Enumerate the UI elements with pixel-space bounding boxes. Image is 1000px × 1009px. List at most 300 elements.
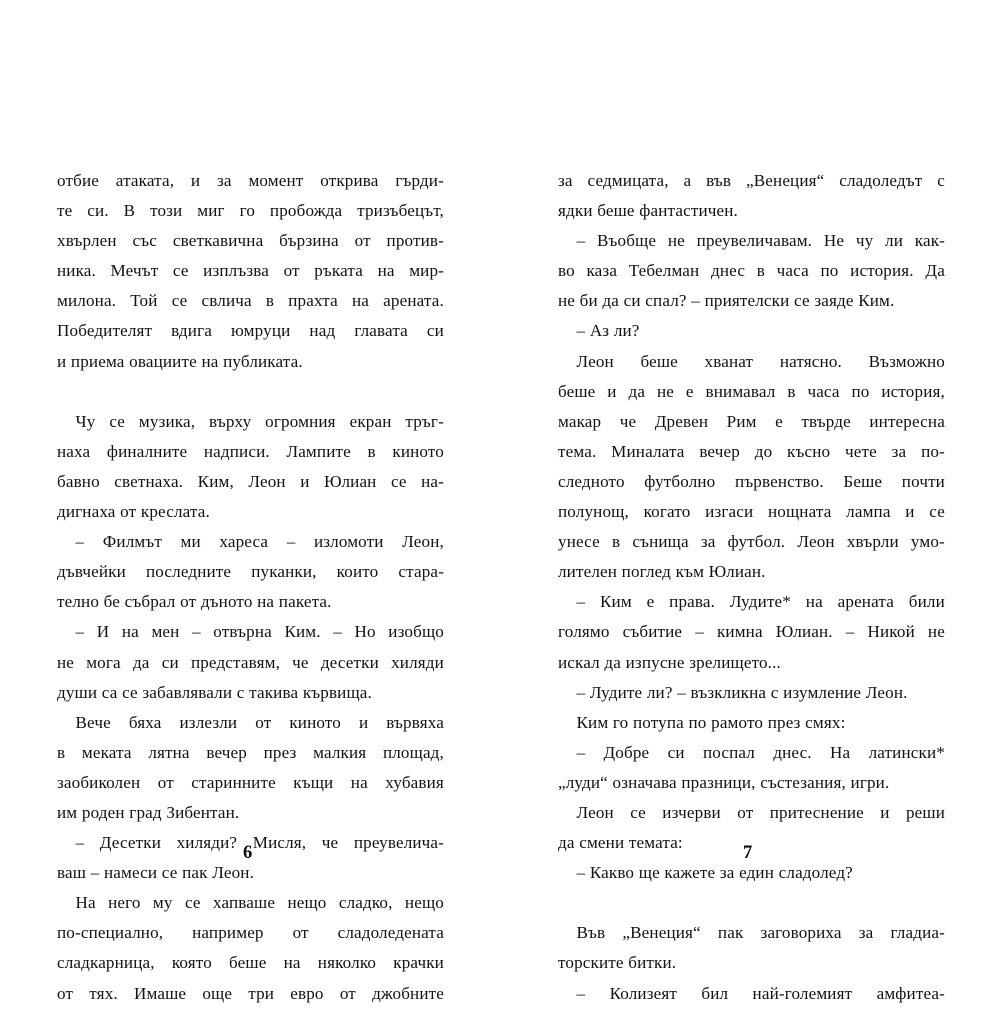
word: прахта bbox=[288, 291, 338, 311]
word: се bbox=[109, 411, 126, 431]
word: последните bbox=[146, 562, 232, 582]
word: кимна bbox=[716, 622, 763, 642]
word: латински* bbox=[868, 742, 945, 762]
text-line bbox=[57, 648, 444, 678]
word: Леон bbox=[558, 351, 614, 371]
word: лятна bbox=[148, 742, 190, 762]
word: история, bbox=[881, 381, 945, 401]
word: се bbox=[390, 471, 407, 491]
paragraph bbox=[558, 918, 945, 978]
word: в bbox=[787, 381, 796, 401]
word: днес. bbox=[773, 742, 812, 762]
word: – bbox=[192, 622, 201, 642]
word: те bbox=[57, 201, 73, 221]
word: че bbox=[292, 652, 309, 672]
word: от bbox=[339, 983, 356, 1003]
word: до bbox=[754, 441, 773, 461]
word: отбие bbox=[57, 171, 99, 190]
word: този bbox=[150, 201, 183, 221]
word: мен bbox=[151, 622, 180, 642]
word: не bbox=[57, 652, 75, 672]
word: първенство. bbox=[735, 471, 824, 491]
word: Победителят bbox=[57, 321, 153, 341]
word: гладиа- bbox=[890, 923, 945, 943]
word: надписи. bbox=[203, 441, 270, 461]
text-line bbox=[57, 979, 444, 1009]
word: се bbox=[630, 802, 646, 822]
paragraph bbox=[558, 347, 945, 588]
word: го bbox=[239, 201, 256, 221]
word: тризъбецът, bbox=[357, 201, 444, 221]
word: Леон bbox=[797, 532, 835, 552]
word: по- bbox=[921, 441, 945, 461]
word: ника. bbox=[57, 261, 96, 281]
word: бяха bbox=[128, 712, 162, 732]
word: макар bbox=[558, 411, 602, 431]
word: против- bbox=[386, 231, 444, 251]
word: чете bbox=[845, 441, 877, 461]
word: още bbox=[202, 983, 233, 1003]
word: евро bbox=[290, 983, 324, 1003]
word: с bbox=[937, 171, 945, 190]
word: хапваше bbox=[213, 893, 276, 913]
word: по bbox=[820, 261, 839, 281]
word: – bbox=[333, 622, 342, 642]
word: Десетки bbox=[99, 833, 162, 853]
paragraph bbox=[57, 407, 444, 527]
text-line bbox=[57, 557, 444, 587]
text-line: лителен поглед към Юлиан. bbox=[558, 562, 766, 582]
word: а bbox=[683, 171, 692, 190]
word: си bbox=[426, 321, 444, 341]
text-line bbox=[57, 316, 444, 346]
word: Юлиан bbox=[323, 471, 377, 491]
word: – bbox=[57, 532, 85, 552]
word: изплъзва bbox=[203, 261, 269, 281]
word: Той bbox=[130, 291, 158, 311]
word: во bbox=[558, 261, 575, 281]
word: му bbox=[152, 893, 173, 913]
word: – bbox=[695, 622, 704, 642]
word: в bbox=[57, 742, 66, 762]
text-line bbox=[57, 226, 444, 256]
word: представям, bbox=[190, 652, 280, 672]
word: Мисля, bbox=[252, 833, 307, 853]
word: амфитеа- bbox=[876, 983, 945, 1003]
word: огромния bbox=[265, 411, 336, 431]
page-number-right: 7 bbox=[743, 843, 753, 863]
word: история. bbox=[850, 261, 914, 281]
word: мога bbox=[86, 652, 121, 672]
text-line: ядки беше фантастичен. bbox=[558, 201, 738, 221]
word: Беше bbox=[843, 471, 883, 491]
page-right bbox=[500, 0, 1000, 1003]
word: отвърна bbox=[213, 622, 272, 642]
word: Филмът bbox=[102, 532, 162, 552]
word: събитие bbox=[622, 622, 683, 642]
word: за bbox=[558, 171, 573, 190]
word: да bbox=[132, 652, 150, 672]
paragraph bbox=[57, 617, 444, 707]
word: главата bbox=[354, 321, 408, 341]
word: каза bbox=[586, 261, 618, 281]
text-line bbox=[57, 617, 444, 647]
word: изломоти bbox=[313, 532, 384, 552]
word: и bbox=[358, 712, 369, 732]
word: Ким bbox=[600, 592, 632, 612]
word: хубавия bbox=[385, 772, 444, 792]
word: седмицата, bbox=[587, 171, 669, 190]
word: ръката bbox=[314, 261, 363, 281]
word: Добре bbox=[603, 742, 650, 762]
word: бързина bbox=[279, 231, 339, 251]
word: и bbox=[190, 171, 201, 190]
word: наха bbox=[57, 441, 91, 461]
left-page-textblock bbox=[57, 166, 444, 1009]
word: излезли bbox=[179, 712, 238, 732]
word: киното bbox=[392, 441, 444, 461]
text-line bbox=[57, 166, 444, 196]
text-line: дигнаха от креслата. bbox=[57, 502, 210, 522]
word: площад, bbox=[382, 742, 444, 762]
word: за bbox=[891, 441, 907, 461]
text-line bbox=[57, 467, 444, 497]
text-line bbox=[57, 407, 444, 437]
text-line bbox=[57, 768, 444, 798]
word: Леон bbox=[558, 802, 614, 822]
word: е bbox=[685, 381, 694, 401]
word: се bbox=[172, 261, 189, 281]
text-line bbox=[57, 948, 444, 978]
word: хвърли bbox=[846, 532, 899, 552]
word: поспал bbox=[702, 742, 755, 762]
word: – bbox=[57, 833, 85, 853]
text-line: ваш – намеси се пак Леон. bbox=[57, 863, 255, 883]
word: нощната bbox=[767, 502, 832, 522]
word: сладкарница, bbox=[57, 953, 155, 973]
word: Да bbox=[925, 261, 945, 281]
word: беше bbox=[558, 381, 596, 401]
word: три bbox=[248, 983, 275, 1003]
word: днес bbox=[711, 261, 746, 281]
word: полунощ, bbox=[558, 502, 629, 522]
word: Леон, bbox=[402, 532, 444, 552]
word: музика, bbox=[138, 411, 196, 431]
paragraph bbox=[558, 166, 945, 226]
word: от bbox=[255, 712, 272, 732]
word: в bbox=[611, 532, 621, 552]
text-line bbox=[558, 407, 945, 437]
word: финалните bbox=[106, 441, 188, 461]
word: от bbox=[57, 983, 74, 1003]
word: си bbox=[667, 742, 685, 762]
word: на bbox=[283, 953, 301, 973]
text-line bbox=[57, 256, 444, 286]
word: хванат bbox=[704, 351, 754, 371]
word: открива bbox=[320, 171, 379, 190]
word: преувеличавам. bbox=[696, 231, 813, 251]
word: беше bbox=[640, 351, 678, 371]
word: вървяха bbox=[386, 712, 444, 732]
word: най-големият bbox=[752, 983, 853, 1003]
word: „Венеция“ bbox=[622, 923, 701, 943]
word: в bbox=[367, 441, 376, 461]
word: със bbox=[132, 231, 157, 251]
word: от bbox=[292, 923, 309, 943]
word: която bbox=[171, 953, 212, 973]
word: него bbox=[108, 893, 141, 913]
text-line: и приема овациите на публиката. bbox=[57, 351, 303, 371]
word: сладоледената bbox=[337, 923, 444, 943]
word: изобщо bbox=[388, 622, 444, 642]
word: – bbox=[558, 742, 586, 762]
word: нещо bbox=[404, 893, 444, 913]
text-line bbox=[558, 918, 945, 948]
word: че bbox=[321, 833, 339, 853]
word: милона. bbox=[57, 291, 117, 311]
word: от bbox=[157, 772, 174, 792]
word: твърде bbox=[801, 411, 851, 431]
word: си bbox=[161, 652, 179, 672]
word: футбол. bbox=[727, 532, 786, 552]
word: Вече bbox=[57, 712, 111, 732]
word: за bbox=[217, 171, 232, 190]
word: в bbox=[756, 261, 765, 281]
paragraph bbox=[57, 888, 444, 1008]
word: които bbox=[336, 562, 379, 582]
word: – bbox=[558, 592, 586, 612]
text-line bbox=[558, 377, 945, 407]
word: сънища bbox=[632, 532, 689, 552]
word: на bbox=[805, 592, 823, 612]
word: арената. bbox=[383, 291, 444, 311]
word: момент bbox=[248, 171, 304, 190]
text-line bbox=[558, 527, 945, 557]
word: голямо bbox=[558, 622, 610, 642]
page-left bbox=[0, 0, 500, 1003]
word: хареса bbox=[219, 532, 269, 552]
text-line: – Аз ли? bbox=[558, 321, 640, 341]
paragraph bbox=[57, 708, 444, 828]
word: да bbox=[628, 381, 646, 401]
word: десетки bbox=[320, 652, 379, 672]
word: меката bbox=[81, 742, 132, 762]
word: Въобще bbox=[596, 231, 657, 251]
paragraph bbox=[558, 316, 945, 346]
text-line bbox=[558, 798, 945, 828]
text-line bbox=[558, 166, 945, 196]
word: Юлиан. bbox=[775, 622, 833, 642]
word: киното bbox=[289, 712, 341, 732]
paragraph bbox=[558, 226, 945, 316]
word: часа bbox=[807, 381, 840, 401]
text-line bbox=[57, 196, 444, 226]
word: Леон bbox=[248, 471, 286, 491]
text-line bbox=[558, 347, 945, 377]
text-line: искал да изпусне зрелището... bbox=[558, 652, 781, 672]
text-line bbox=[558, 497, 945, 527]
word: били bbox=[908, 592, 945, 612]
word: следното bbox=[558, 471, 625, 491]
word: от bbox=[283, 261, 300, 281]
word: джобните bbox=[372, 983, 444, 1003]
word: дъвчейки bbox=[57, 562, 126, 582]
word: арената bbox=[837, 592, 894, 612]
word: права. bbox=[669, 592, 716, 612]
paragraph bbox=[558, 678, 945, 708]
word: „Венеция“ bbox=[746, 171, 825, 190]
word: Във bbox=[558, 923, 606, 943]
text-line bbox=[558, 979, 945, 1009]
word: заобиколен bbox=[57, 772, 141, 792]
word: светнаха. bbox=[114, 471, 184, 491]
word: внимавал bbox=[705, 381, 776, 401]
word: и bbox=[300, 471, 310, 491]
word: часа bbox=[776, 261, 809, 281]
word: нещо bbox=[287, 893, 327, 913]
word: И bbox=[96, 622, 110, 642]
word: миг bbox=[197, 201, 225, 221]
word: Лудите* bbox=[729, 592, 791, 612]
text-line: души са се забавлявали с такива кървища. bbox=[57, 682, 372, 702]
paragraph bbox=[558, 587, 945, 677]
word: Рим bbox=[726, 411, 757, 431]
word: вдига bbox=[171, 321, 212, 341]
word: интересна bbox=[869, 411, 945, 431]
word: и bbox=[905, 502, 915, 522]
word: Никой bbox=[867, 622, 915, 642]
paragraph-gap bbox=[57, 377, 444, 407]
text-line bbox=[57, 437, 444, 467]
paragraph-gap bbox=[558, 888, 945, 918]
text-line: Ким го потупа по рамото през смях: bbox=[558, 712, 846, 732]
word: малкия bbox=[313, 742, 367, 762]
paragraph bbox=[558, 738, 945, 798]
word: хвърлен bbox=[57, 231, 117, 251]
word: е bbox=[775, 411, 783, 431]
text-line bbox=[57, 918, 444, 948]
word: Възможно bbox=[868, 351, 945, 371]
word: на bbox=[351, 291, 370, 311]
word: не bbox=[927, 622, 945, 642]
word: пуканки, bbox=[251, 562, 317, 582]
word: старинните bbox=[191, 772, 276, 792]
word: – bbox=[558, 983, 586, 1003]
word: Тебелман bbox=[628, 261, 700, 281]
word: Ким, bbox=[197, 471, 234, 491]
word: заговориха bbox=[760, 923, 842, 943]
word: изгаси bbox=[705, 502, 754, 522]
word: пак bbox=[717, 923, 744, 943]
word: преувелича- bbox=[353, 833, 444, 853]
word: Миналата bbox=[611, 441, 685, 461]
word: Чу bbox=[57, 411, 96, 431]
word: и bbox=[880, 802, 890, 822]
text-line bbox=[558, 617, 945, 647]
text-line: да смени темата: bbox=[558, 833, 683, 853]
text-line: – Какво ще кажете за един сладолед? bbox=[558, 863, 853, 883]
word: сладко, bbox=[338, 893, 393, 913]
text-line bbox=[558, 437, 945, 467]
word: е bbox=[646, 592, 655, 612]
word: лампа bbox=[846, 502, 891, 522]
text-line bbox=[57, 708, 444, 738]
word: на bbox=[377, 261, 395, 281]
word: ли bbox=[885, 231, 904, 251]
word: от bbox=[737, 802, 754, 822]
word: беше bbox=[229, 953, 267, 973]
text-line bbox=[558, 587, 945, 617]
word: не bbox=[656, 381, 674, 401]
word: и bbox=[607, 381, 617, 401]
word: атаката, bbox=[115, 171, 175, 190]
word: унесе bbox=[558, 532, 600, 552]
right-page-textblock bbox=[558, 166, 945, 1009]
word: не bbox=[667, 231, 685, 251]
word: Колизеят bbox=[609, 983, 677, 1003]
word: свлича bbox=[201, 291, 252, 311]
text-line bbox=[57, 286, 444, 316]
word: за bbox=[858, 923, 874, 943]
word: по bbox=[851, 381, 870, 401]
word: тръг- bbox=[405, 411, 444, 431]
word: във bbox=[706, 171, 732, 190]
text-line: телно бе събрал от дъното на пакета. bbox=[57, 592, 332, 612]
word: вечер bbox=[206, 742, 247, 762]
word: – bbox=[845, 622, 855, 642]
word: Но bbox=[354, 622, 376, 642]
word: Лампите bbox=[286, 441, 351, 461]
word: няколко bbox=[317, 953, 377, 973]
word: по-специално, bbox=[57, 923, 164, 943]
word: натясно. bbox=[779, 351, 842, 371]
text-line bbox=[558, 226, 945, 256]
word: чу bbox=[855, 231, 874, 251]
paragraph bbox=[57, 527, 444, 617]
word: че bbox=[619, 411, 637, 431]
word: – bbox=[558, 231, 586, 251]
word: хиляди bbox=[391, 652, 444, 672]
word: притеснение bbox=[769, 802, 864, 822]
text-line: – Лудите ли? – възкликна с изумление Леон. bbox=[558, 682, 908, 702]
word: реши bbox=[905, 802, 945, 822]
word: се bbox=[171, 291, 188, 311]
word: бил bbox=[701, 983, 729, 1003]
paragraph bbox=[558, 708, 945, 738]
word: футболно bbox=[644, 471, 716, 491]
text-line: „луди“ означава празници, състезания, игри. bbox=[558, 772, 890, 792]
text-line bbox=[57, 888, 444, 918]
word: къщи bbox=[293, 772, 334, 792]
word: в bbox=[265, 291, 275, 311]
word: през bbox=[263, 742, 297, 762]
word: върху bbox=[209, 411, 252, 431]
word: хиляди? bbox=[176, 833, 238, 853]
text-line bbox=[558, 738, 945, 768]
word: пробожда bbox=[269, 201, 343, 221]
word: когато bbox=[643, 502, 691, 522]
word: екран bbox=[349, 411, 392, 431]
word: На bbox=[57, 893, 96, 913]
text-line bbox=[558, 256, 945, 286]
word: късно bbox=[787, 441, 831, 461]
word: от bbox=[354, 231, 371, 251]
paragraph bbox=[57, 166, 444, 377]
text-line bbox=[558, 467, 945, 497]
word: юмруци bbox=[230, 321, 291, 341]
word: светкавична bbox=[172, 231, 264, 251]
word: крачки bbox=[393, 953, 444, 973]
